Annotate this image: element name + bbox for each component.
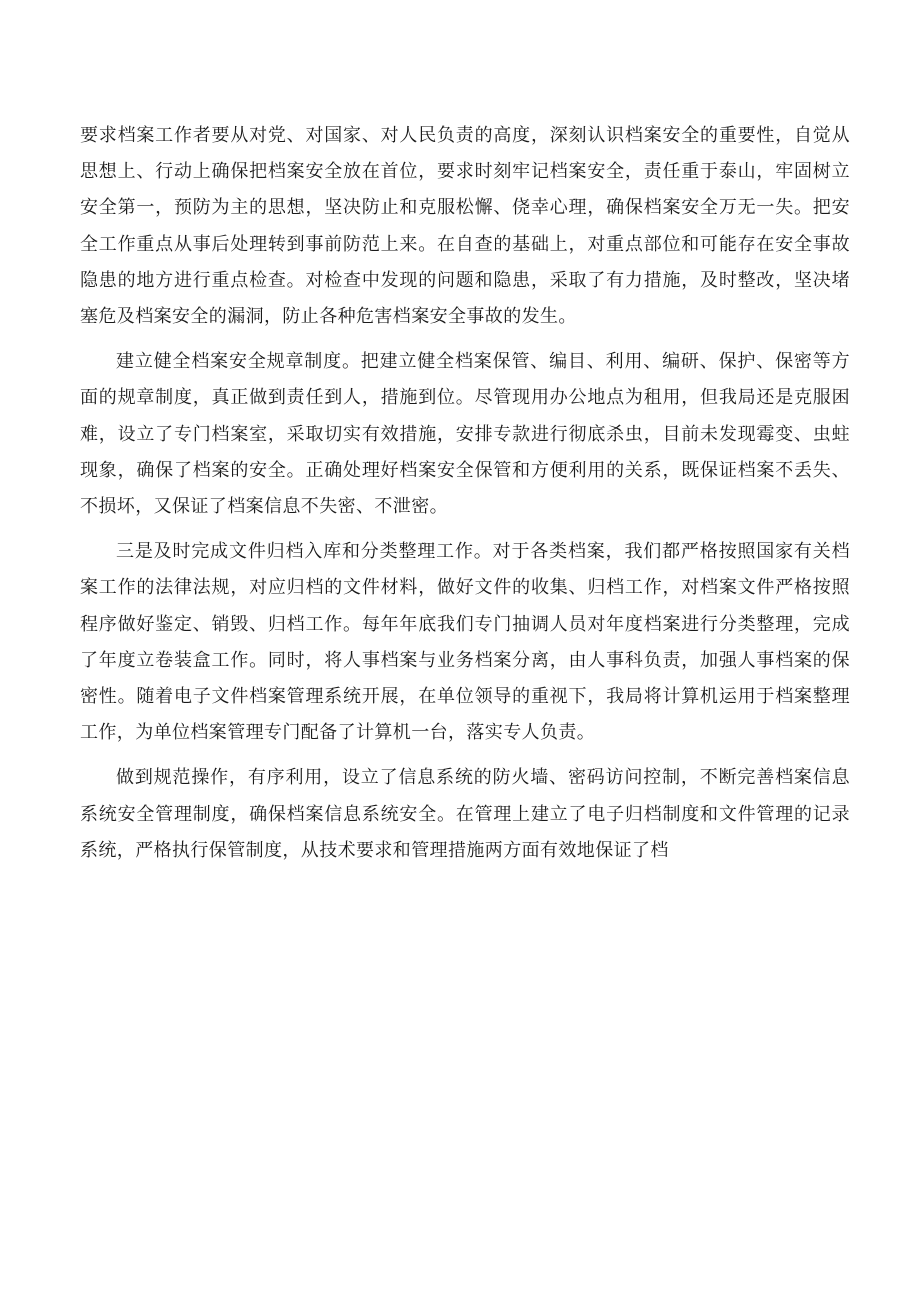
paragraph-standard-operation: 做到规范操作，有序利用，设立了信息系统的防火墙、密码访问控制，不断完善档案信息系统安全管理制度，确保档案信息系统安全。在管理上建立了电子归档制度和文件管理的记录系统，严格执行保管制度，从技术要求和管理措施两方面有效地保证了档 [80, 767, 850, 861]
document-body [80, 118, 850, 878]
paragraph-safety-rules: 建立健全档案安全规章制度。把建立健全档案保管、编目、利用、编研、保护、保密等方面的规章制度，真正做到责任到人，措施到位。尽管现用办公地点为租用，但我局还是克服困难，设立了专门档案室，采取切实有效措施，安排专款进行彻底杀虫，目前未发现霉变、虫蛀现象，确保了档案的安全。正确处理好档案安全保管和方便利用的关系，既保证档案不丢失、不损坏，又保证了档案信息不失密、不泄密。 [80, 351, 850, 518]
paragraph-archive-safety-awareness: 要求档案工作者要从对党、对国家、对人民负责的高度，深刻认识档案安全的重要性，自觉从思想上、行动上确保把档案安全放在首位，要求时刻牢记档案安全，责任重于泰山，牢固树立安全第一，预防为主的思想，坚决防止和克服松懈、侥幸心理，确保档案安全万无一失。把安全工作重点从事后处理转到事前防范上来。在自查的基础上，对重点部位和可能存在安全事故隐患的地方进行重点检查。对检查中发现的问题和隐患，采取了有力措施，及时整改，坚决堵塞危及档案安全的漏洞，防止各种危害档案安全事故的发生。 [80, 125, 850, 328]
paragraph-filing-and-sorting: 三是及时完成文件归档入库和分类整理工作。对于各类档案，我们都严格按照国家有关档案工作的法律法规，对应归档的文件材料，做好文件的收集、归档工作，对档案文件严格按照程序做好鉴定、销毁、归档工作。每年年底我们专门抽调人员对年度档案进行分类整理，完成了年度立卷装盒工作。同时，将人事档案与业务档案分离，由人事科负责，加强人事档案的保密性。随着电子文件档案管理系统开展，在单位领导的重视下，我局将计算机运用于档案整理工作，为单位档案管理专门配备了计算机一台，落实专人负责。 [80, 541, 850, 744]
